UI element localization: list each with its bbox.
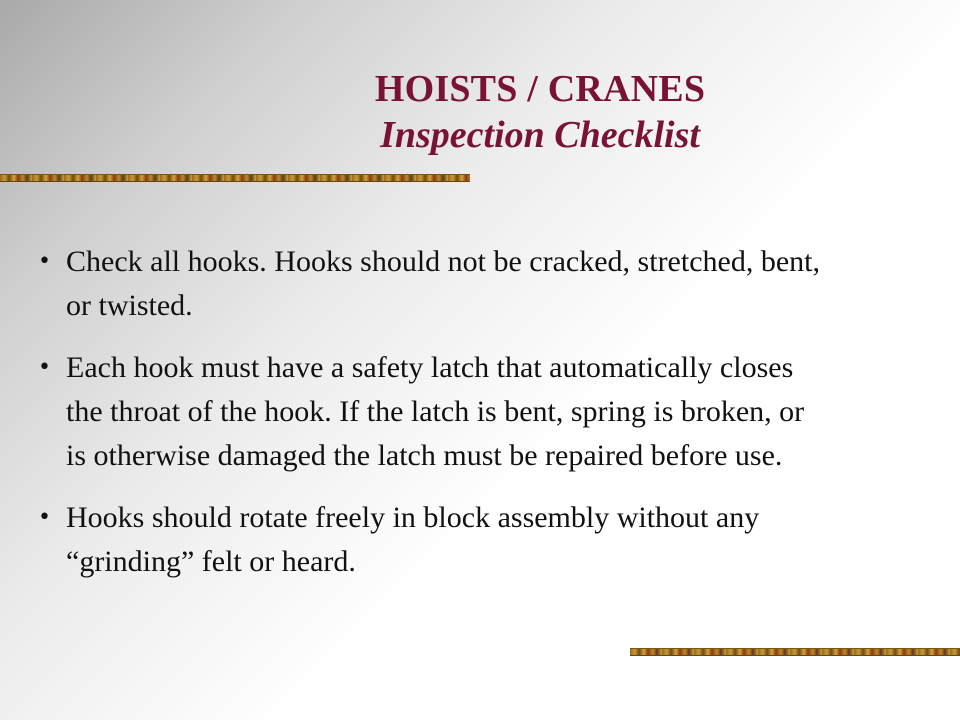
bullet-item [38, 240, 828, 328]
bullet-item [38, 496, 828, 584]
title-main: HOISTS / CRANES [374, 68, 706, 110]
bullet-marker-icon: • [38, 505, 51, 530]
bullet-text: Hooks should rotate freely in block assembly without any “grinding” felt or heard. [66, 501, 760, 578]
bullet-marker-icon: • [38, 249, 51, 274]
bullet-marker-icon: • [38, 355, 51, 380]
title-subtitle: Inspection Checklist [380, 114, 700, 156]
bullet-text: Each hook must have a safety latch that automatically closes the throat of the hook. If the latch is bent, spring is broken, or is otherwise damaged the latch must be repaired before use. [66, 351, 805, 472]
bullet-item [38, 346, 828, 478]
bullet-text: Check all hooks. Hooks should not be cracked, stretched, bent, or twisted. [66, 245, 820, 322]
decorative-bar-bottom [630, 648, 960, 656]
decorative-bar-top [0, 174, 470, 182]
bullet-list [38, 240, 828, 602]
slide-title [300, 66, 780, 158]
